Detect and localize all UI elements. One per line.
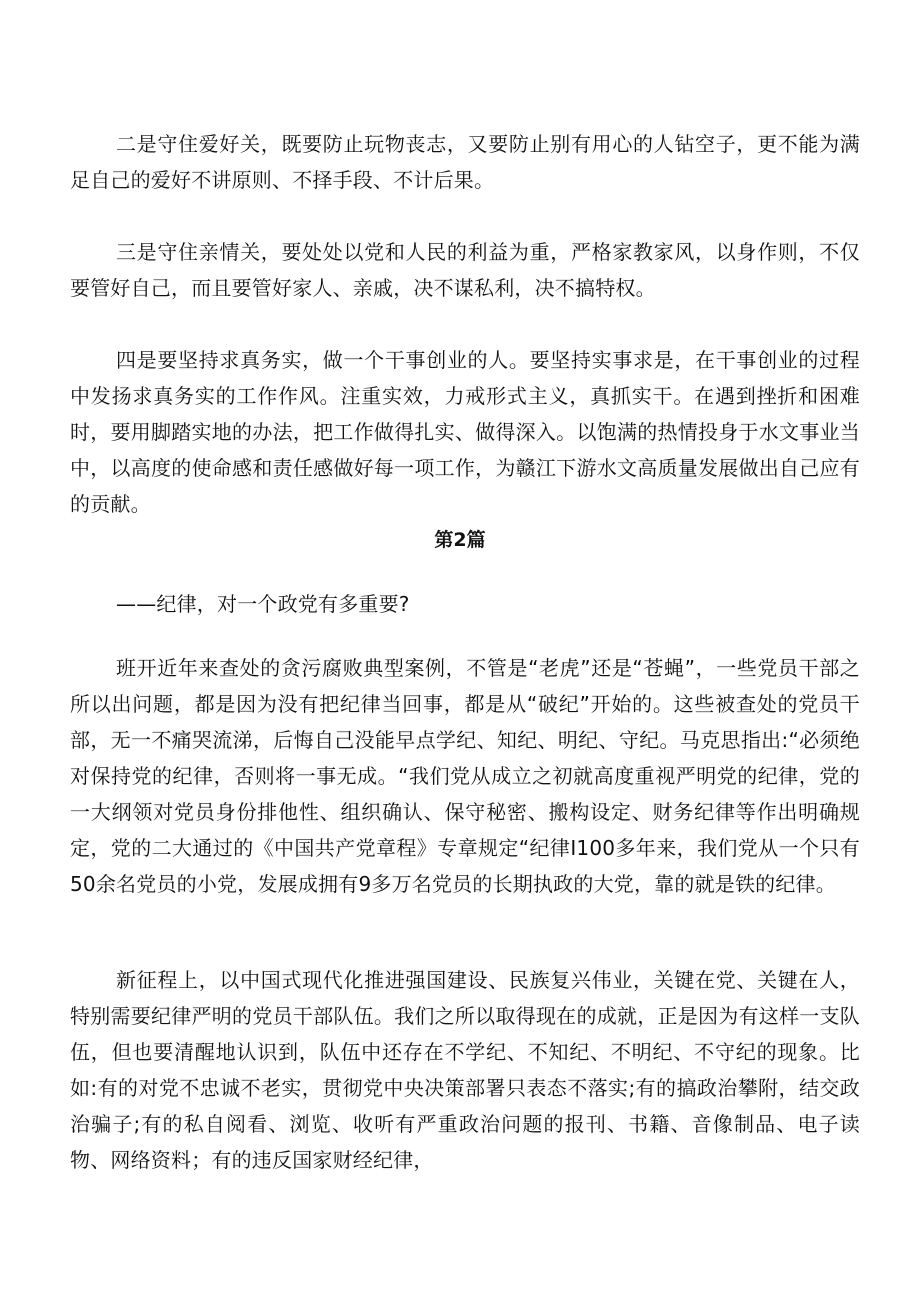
section-heading: 第2篇	[434, 529, 486, 551]
paragraph-discipline-cases: 班开近年来查处的贪污腐败典型案例，不管是“老虎”还是“苍蝇”，一些党员干部之所以出问题，都是因为没有把纪律当回事，都是从“破纪”开始的。这些被查处的党员干部，无一不痛哭流涕，后悔自己没能早点学纪、知纪、明纪、守纪。马克思指出:“必须绝对保持党的纪律，否则将一事无成。“我们党从成立之初就高度重视严明党的纪律，党的一大纲领对党员身份排他性、组织确认、保守秘密、搬构设定、财务纪律等作出明确规定，党的二大通过的《中国共产党章程》专章规定“纪律I100多年来，我们党从一个只有50余名党员的小党，发展成拥有9多万名党员的长期执政的大党，靠的就是铁的纪律。	[70, 656, 860, 896]
paragraph-pragmatism: 四是要坚持求真务实，做一个干事创业的人。要坚持实事求是，在干事创业的过程中发扬求真务实的工作作风。注重实效，力戒形式主义，真抓实干。在遇到挫折和困难时，要用脚踏实地的办法，把工作做得扎实、做得深入。以饱满的热情投身于水文事业当中，以高度的使命感和责任感做好每一项工作，为赣江下游水文高质量发展做出自己应有的贡献。	[70, 348, 860, 516]
paragraph-hobby-guard: 二是守住爱好关，既要防止玩物丧志，又要防止别有用心的人钻空子，更不能为满足自己的爱好不讲原则、不择手段、不计后果。	[70, 132, 860, 192]
paragraph-family-guard: 三是守住亲情关，要处处以党和人民的利益为重，严格家教家风，以身作则，不仅要管好自己，而且要管好家人、亲戚，决不谋私利，决不搞特权。	[70, 240, 860, 300]
section-subtitle: ——纪律，对一个政党有多重要?	[116, 592, 410, 616]
paragraph-new-journey: 新征程上，以中国式现代化推进强国建设、民族复兴伟业，关键在党、关键在人，特别需要纪律严明的党员干部队伍。我们之所以取得现在的成就，正是因为有这样一支队伍，但也要清醒地认识到，队伍中还存在不学纪、不知纪、不明纪、不守纪的现象。比如:有的对党不忠诚不老实，贯彻党中央决策部署只表态不落实;有的搞政治攀附，结交政治骗子;有的私自阅看、浏览、收听有严重政治问题的报刊、书籍、音像制品、电子读物、网络资料；有的违反国家财经纪律，	[70, 968, 860, 1172]
